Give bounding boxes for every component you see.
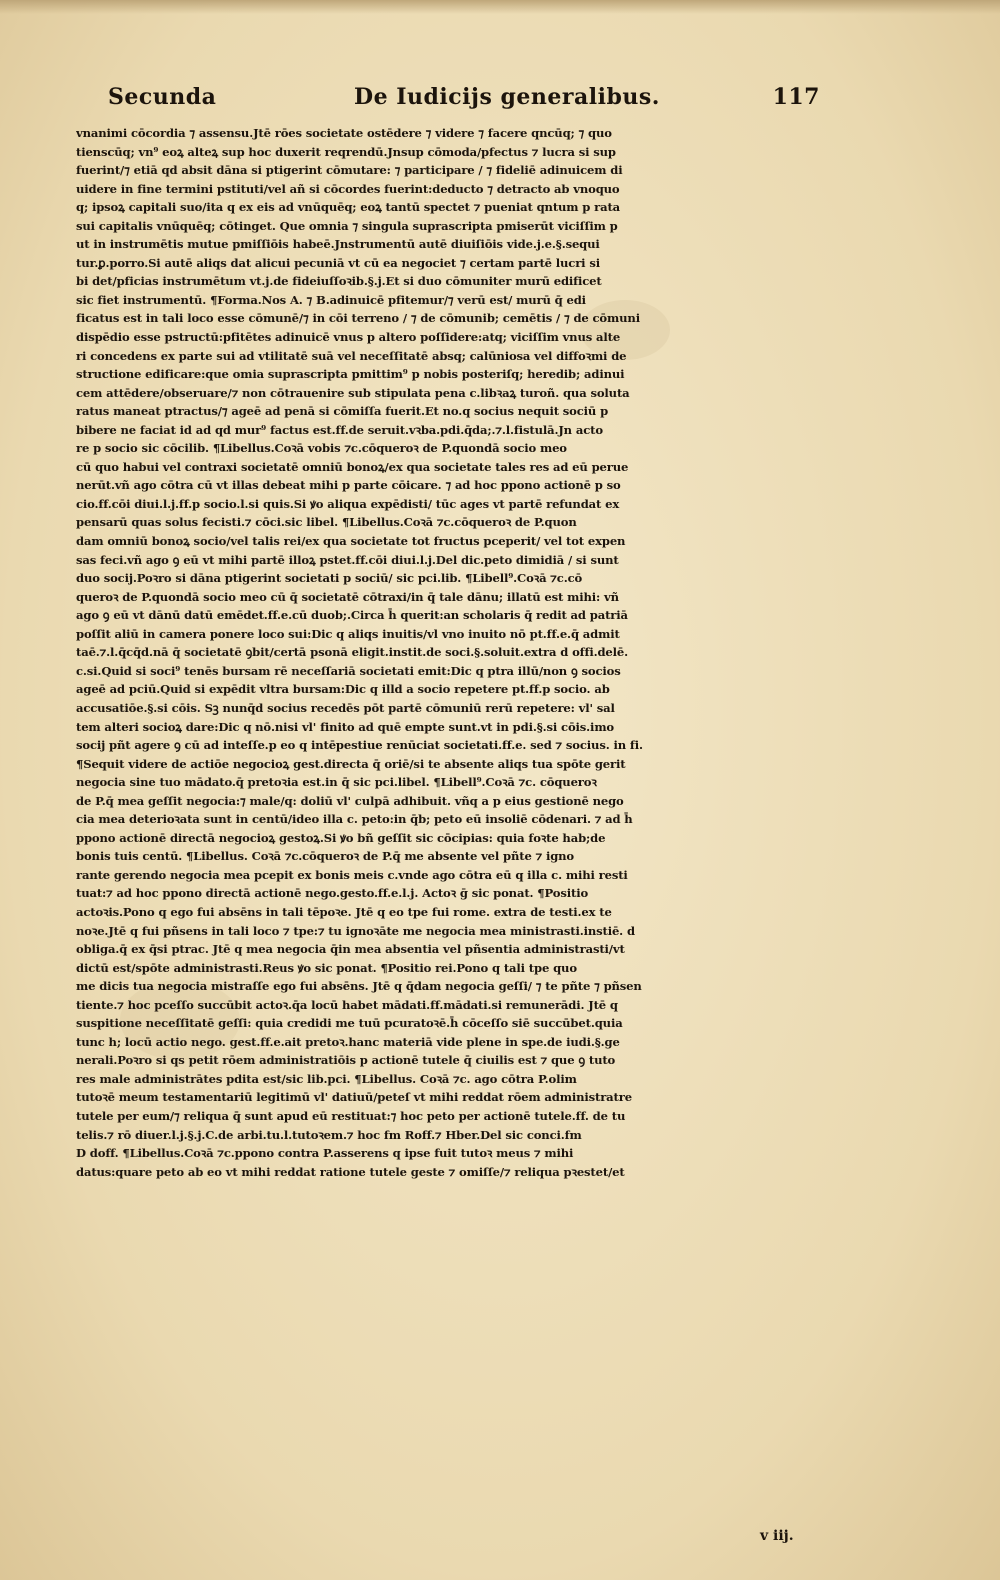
text-line: poſſit aliū in camera ponere loco sui:Dic q aliqs inuitis/vl vno inuito nō pt.ff.e.q̄ admit <box>76 626 620 641</box>
text-line: tiente.⁊ hoc pceſſo succūbit actoꝛ.q̄a locū habet mādati.ff.mādati.si remunerādi. Jtē q <box>76 997 618 1012</box>
text-line: ¶Sequit videre de actiōe negocioꝝ gest.directa q̄ oriē/si te absente aliqs tua spōte gerit <box>76 756 626 771</box>
text-line: ut in instrumētis mutue pmiſſiōis habeē.Jnstrumentū autē diuiſiōis vide.j.e.§.sequi <box>76 237 600 252</box>
text-line: ppono actionē directā negocioꝝ gestoꝝ.Si ꝟo bñ geſſit sic cōcipias: quia foꝛte hab;de <box>76 830 606 845</box>
text-line: telis.⁊ rō diuer.l.j.§.j.C.de arbi.tu.l.tutoꝛem.⁊ hoc fm Roff.⁊ Hber.Del sic conci.fm <box>76 1127 582 1142</box>
text-line: datus:quare peto ab eo vt mihi reddat ratione tutele geste ⁊ omiſſe/⁊ reliqua pꝛestet/et <box>76 1164 625 1179</box>
text-line: fuerint/⁊ etiā qd absit dāna si ptigerint cōmutare: ⁊ participare / ⁊ fideliē adinuicem di <box>76 163 623 178</box>
body-text <box>76 124 836 1181</box>
header-title: De Iudicijs generalibus. <box>354 84 660 110</box>
running-header <box>108 84 820 118</box>
text-line: sui capitalis vnūquēq; cōtinget. Que omnia ⁊ singula suprascripta pmiserūt viciſſim p <box>76 218 618 233</box>
text-line: noꝛe.Jtē q fui pñsens in tali loco ⁊ tpe:⁊ tu ignoꝛāte me negocia mea ministrasti.instiē. d <box>76 923 635 938</box>
text-line: c.si.Quid si soci⁹ tenēs bursam rē neceſſariā societati emit:Dic q ptra illū/non ꝯ socios <box>76 663 621 678</box>
text-line: D doff. ¶Libellus.Coꝛā ⁊c.ppono contra P.asserens q ipse fuit tutoꝛ meus ⁊ mihi <box>76 1146 574 1161</box>
text-line: tienscūq; vn⁹ eoꝝ alteꝝ sup hoc duxerit reqrendū.Jnsup cōmoda/pfectus ⁊ lucra si sup <box>76 144 616 159</box>
text-line: accusatiōe.§.si cōis. Sꝫ nunq̄d socius recedēs pōt partē cōmuniū rerū repetere: vl' sal <box>76 700 615 715</box>
text-line: sas feci.vñ ago ꝯ eū vt mihi partē illoꝝ pstet.ff.cōi diui.l.j.Del dic.peto dimidiā / si sunt <box>76 552 619 567</box>
text-line: uidere in fine termini pstituti/vel añ si cōcordes fuerint:deducto ⁊ detracto ab vnoquo <box>76 181 620 196</box>
text-line: sic fiet instrumentū. ¶Forma.Nos A. ⁊ B.adinuicē pfitemur/⁊ verū est/ murū q̄ edi <box>76 292 586 307</box>
text-line: actoꝛis.Pono q ego fui absēns in tali tēpoꝛe. Jtē q eo tpe fui rome. extra de testi.ex te <box>76 904 612 919</box>
text-line: nerūt.vñ ago cōtra cū vt illas debeat mihi p parte cōicare. ⁊ ad hoc ppono actionē p so <box>76 478 621 493</box>
text-line: q; ipsoꝝ capitali suo/ita q ex eis ad vnūquēq; eoꝝ tantū spectet ⁊ pueniat qntum p rata <box>76 200 621 215</box>
text-line: pensarū quas solus fecisti.⁊ cōci.sic libel. ¶Libellus.Coꝛā ⁊c.cōqueroꝛ de P.quon <box>76 515 577 530</box>
text-line: structione edificare:que omia suprascripta pmittim⁹ p nobis posteriſq; heredib; adinui <box>76 367 625 382</box>
text-line: nerali.Poꝛro si qs petit rōem administratiōis p actionē tutele q̄ ciuilis est ⁊ que ꝯ tuto <box>76 1053 616 1068</box>
text-line: taē.⁊.l.q̄cq̄d.nā q̄ societatē ꝯbit/certā psonā eligit.instit.de soci.§.soluit.extra d offi.delē. <box>76 645 629 660</box>
text-line: queroꝛ de P.quondā socio meo cū q̄ societatē cōtraxi/in q̄ tale dānu; illatū est mihi: vñ <box>76 589 619 604</box>
text-line: ago ꝯ eū vt dānū datū emēdet.ff.e.cū duob;.Circa h̄ querit:an scholaris q̄ redit ad patriā <box>76 608 628 623</box>
text-line: obliga.q̄ ex q̄si ptrac. Jtē q mea negocia q̄in mea absentia vel pñsentia administrasti/vt <box>76 942 625 957</box>
text-line: suspitione neceſſitatē geſſi: quia credidi me tuū pcuratoꝛē.h̄ cōceſſo siē succūbet.quia <box>76 1016 623 1031</box>
text-line: tur.ꝑ.porro.Si autē aliqs dat alicui pecuniā vt cū ea negociet ⁊ certam partē lucri si <box>76 255 600 270</box>
header-left: Secunda <box>108 84 217 110</box>
page-number: 117 <box>772 84 820 110</box>
text-line: dam omniū bonoꝝ socio/vel talis rei/ex qua societate tot fructus pceperit/ vel tot expen <box>76 534 626 549</box>
text-line: vnanimi cōcordia ⁊ assensu.Jtē rōes societate ostēdere ⁊ videre ⁊ facere qncūq; ⁊ quo <box>76 126 612 140</box>
text-line: bonis tuis centū. ¶Libellus. Coꝛā ⁊c.cōqueroꝛ de P.q̄ me absente vel pñte ⁊ igno <box>76 849 575 864</box>
text-line: me dicis tua negocia mistraſſe ego fui absēns. Jtē q q̄dam negocia geſſi/ ⁊ te pñte ⁊ pñsen <box>76 979 642 994</box>
signature-mark: v iij. <box>760 1528 794 1544</box>
text-line: cū quo habui vel contraxi societatē omniū bonoꝝ/ex qua societate tales res ad eū perue <box>76 459 629 474</box>
text-line: ri concedens ex parte sui ad vtilitatē suā vel neceſſitatē absq; calūniosa vel diffoꝛmi de <box>76 348 627 363</box>
text-line: de P.q̄ mea geſſit negocia:⁊ male/q: doliū vl' culpā adhibuit. vñq a p eius gestionē nego <box>76 793 624 808</box>
text-line: dispēdio esse pstructū:pfitētes adinuicē vnus p altero poſſidere:atq; viciſſim vnus alte <box>76 330 621 345</box>
text-line: duo socij.Poꝛro si dāna ptigerint societati p sociū/ sic pci.lib. ¶Libell⁹.Coꝛā ⁊c.cō <box>76 571 583 586</box>
text-line: ageē ad pciū.Quid si expēdit vltra bursam:Dic q illd a socio repetere pt.ff.p socio. ab <box>76 682 610 697</box>
text-line: bibere ne faciat id ad qd mur⁹ factus est.ff.de seruit.vꝛba.pdi.q̄da;.⁊.l.fistulā.Jn acto <box>76 422 603 437</box>
text-line: tutoꝛē meum testamentariū legitimū vl' datiuū/peteſ vt mihi reddat rōem administratre <box>76 1090 632 1105</box>
text-line: cem attēdere/obseruare/⁊ non cōtrauenire sub stipulata pena c.libꝛaꝝ turoñ. qua soluta <box>76 385 630 400</box>
text-line: cio.ff.cōi diui.l.j.ff.p socio.l.si quis.Si ꝟo aliqua expēdisti/ tūc ages vt partē refundat ex <box>76 496 620 511</box>
page-edge-shadow <box>0 0 1000 14</box>
text-line: negocia sine tuo mādato.q̄ pretoꝛia est.in q̄ sic pci.libel. ¶Libell⁹.Coꝛā ⁊c. cōqueroꝛ <box>76 775 597 790</box>
text-line: socij pñt agere ꝯ cū ad inteſſe.p eo q intēpestiue renūciat societati.ff.e. sed ⁊ socius. in fi. <box>76 738 643 753</box>
text-line: ratus maneat ptractus/⁊ ageē ad penā si cōmiſſa fuerit.Et no.q socius nequit sociū p <box>76 404 609 419</box>
text-line: dictū est/spōte administrasti.Reus ꝟo sic ponat. ¶Positio rei.Pono q tali tpe quo <box>76 960 577 975</box>
text-line: tuat:⁊ ad hoc ppono directā actionē nego.gesto.ff.e.l.j. Actoꝛ ḡ sic ponat. ¶Positio <box>76 886 589 901</box>
text-line: re p socio sic cōcilib. ¶Libellus.Coꝛā vobis ⁊c.cōqueroꝛ de P.quondā socio meo <box>76 441 567 456</box>
text-line: tunc h; locū actio nego. gest.ff.e.ait pretoꝛ.hanc materiā vide plene in spe.de iudi.§.ge <box>76 1034 620 1049</box>
text-line: tutele per eum/⁊ reliqua q̄ sunt apud eū restituat:⁊ hoc peto per actionē tutele.ff. de tu <box>76 1108 626 1123</box>
text-line: res male administrātes pdita est/sic lib.pci. ¶Libellus. Coꝛā ⁊c. ago cōtra P.olim <box>76 1071 577 1086</box>
text-line: cia mea deterioꝛata sunt in centū/ideo illa c. peto:in q̄b; peto eū insoliē cōdenari. ⁊ ad h̄ <box>76 812 633 827</box>
text-line: tem alteri socioꝝ dare:Dic q nō.nisi vl' finito ad quē empte sunt.vt in pdi.§.si cōis.imo <box>76 719 615 734</box>
text-line: bi det/pficias instrumētum vt.j.de fideiuſſoꝛib.§.j.Et si duo cōmuniter murū edificet <box>76 274 602 289</box>
text-line: rante gerendo negocia mea pcepit ex bonis meis c.vnde ago cōtra eū q illa c. mihi resti <box>76 867 628 882</box>
text-line: ficatus est in tali loco esse cōmunē/⁊ in cōi terreno / ⁊ de cōmunib; cemētis / ⁊ de cōmuni <box>76 311 640 326</box>
